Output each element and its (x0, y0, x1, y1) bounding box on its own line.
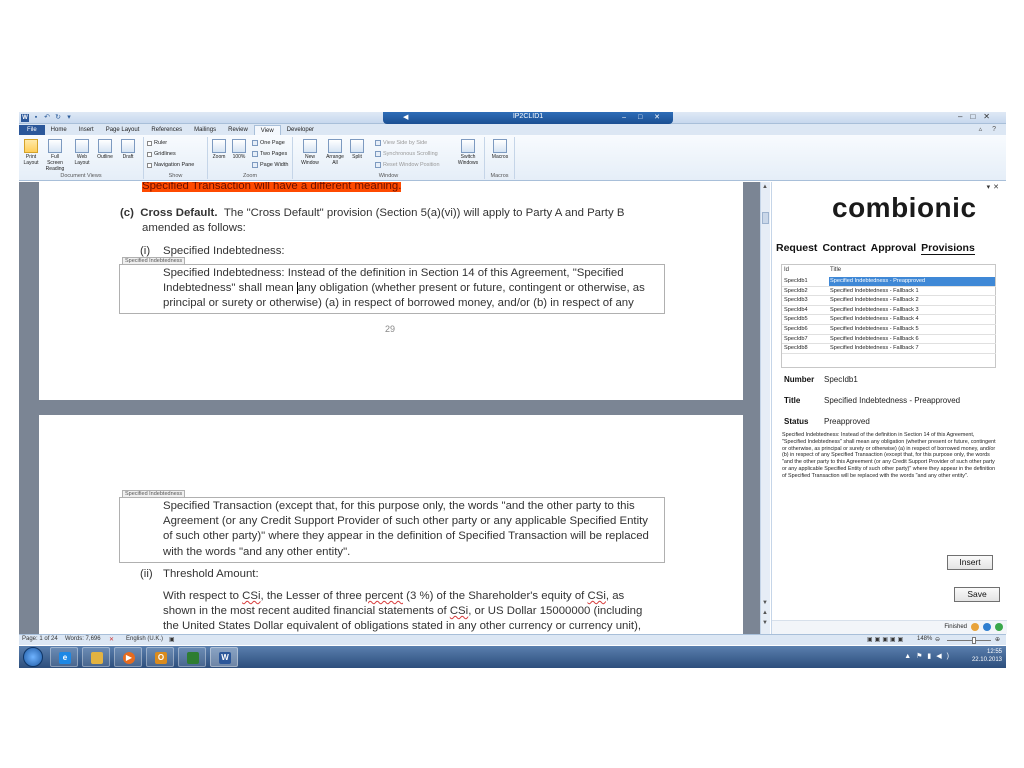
proofing-icon[interactable]: ✕ (109, 637, 115, 643)
taskbar-media-player[interactable] (114, 647, 142, 667)
window-controls[interactable] (958, 112, 998, 121)
group-label-zoom: Zoom (242, 173, 258, 179)
folder-icon (91, 652, 103, 664)
one-page-icon (252, 140, 258, 146)
word-icon: W (219, 652, 231, 664)
pane-controls[interactable] (987, 183, 1002, 191)
zoom-100-button[interactable]: 100% (228, 139, 250, 160)
clock-time: 12:55 (986, 649, 1002, 655)
new-window-button[interactable]: New Window (299, 139, 321, 166)
web-layout-icon (75, 139, 89, 153)
redo-icon[interactable]: ↻ (55, 114, 61, 121)
macros-icon (493, 139, 507, 153)
quick-access-toolbar (19, 112, 73, 124)
grid-row[interactable]: SpecIdb4 Specified Indebtedness - Fallback 3 (782, 306, 996, 316)
grid-row[interactable]: SpecIdb6 Specified Indebtedness - Fallback 5 (782, 325, 996, 335)
two-pages-button[interactable]: Two Pages (252, 151, 287, 157)
gridlines-checkbox[interactable]: Gridlines (147, 151, 176, 157)
save-icon[interactable]: ▪ (34, 114, 38, 121)
cc-line: with the words "and any other entity". (163, 546, 351, 558)
outlook-icon: O (155, 652, 167, 664)
section-heading: (c) Cross Default. The "Cross Default" provision (Section 5(a)(vi)) will apply to Party A and Party B (120, 207, 625, 219)
taskbar-explorer[interactable] (82, 647, 110, 667)
page-number: 29 (385, 324, 396, 334)
grid-header-title[interactable]: Title (830, 267, 842, 273)
next-page-icon[interactable]: ▼ (762, 620, 768, 626)
pane-status-bar (772, 620, 1007, 634)
view-side-by-side-button[interactable]: View Side by Side (375, 140, 427, 146)
minimize-icon[interactable]: – (958, 112, 971, 121)
split-button[interactable]: Split (346, 139, 368, 160)
cc-line: principal or surety or otherwise) (a) in respect of borrowed money, and/or (b) in respect of any (163, 297, 634, 309)
zoom-slider[interactable] (947, 640, 991, 641)
insert-button[interactable]: Insert (947, 555, 993, 570)
outline-icon (98, 139, 112, 153)
print-layout-button[interactable]: Print Layout (20, 139, 42, 166)
media-player-icon: ▶ (123, 652, 135, 664)
help-icon[interactable] (983, 623, 991, 631)
grid-row[interactable]: SpecIdb3 Specified Indebtedness - Fallback 2 (782, 296, 996, 306)
provision-description: Specified Indebtedness: Instead of the definition in Section 14 of this Agreement, "Specified Indebtedness" shall mean any obligation (whether present or future, contingent or otherwise, as principal or surety or otherwise) (a) in respect of borrowed money, and/or (b) in respect of any Specified Transaction (except that, for this purpose only, the words "and the other party to this Agreement (or any Credit Support Provider of such other party or any applicable Specified Entity of such other party)" where they appear in the definition of Specified Transaction will be replaced with the words "and any other entity". (782, 432, 996, 479)
page-2[interactable] (39, 415, 743, 634)
maximize-icon[interactable]: □ (970, 112, 984, 121)
check-icon[interactable] (995, 623, 1003, 631)
language[interactable]: English (U.K.) (126, 636, 164, 642)
cc-line: of such other party)" where they appear in the definition of Specified Transaction will be replaced (163, 530, 649, 542)
page-width-icon (252, 162, 258, 168)
taskbar-ie[interactable] (50, 647, 78, 667)
cc-line: Specified Indebtedness: Instead of the definition in Section 14 of this Agreement, "Specified (163, 267, 624, 279)
app-icon (187, 652, 199, 664)
document-area[interactable] (19, 182, 760, 634)
outline-button[interactable]: Outline (94, 139, 116, 160)
group-label-show: Show (168, 173, 183, 179)
group-label-window: Window (378, 173, 399, 179)
grid-header-id[interactable]: Id (784, 267, 790, 273)
combionic-task-pane (771, 182, 1006, 634)
full-screen-reading-icon (48, 139, 62, 153)
tab-mailings[interactable]: Mailings (194, 127, 217, 133)
macro-record-icon[interactable]: ▣ (169, 637, 175, 643)
tab-review[interactable]: Review (228, 127, 248, 133)
word-app-icon[interactable]: W (22, 115, 28, 121)
grid-row[interactable]: SpecIdb1 Specified Indebtedness - Preapproved (782, 277, 996, 287)
item-ii-label: (ii) (140, 568, 153, 580)
item-i-label: (i) (140, 245, 151, 257)
two-pages-icon (252, 151, 258, 157)
group-document-views (19, 137, 144, 179)
section-heading-line2: amended as follows: (142, 222, 246, 234)
macros-button[interactable]: Macros (489, 139, 511, 160)
view-buttons[interactable]: ▣▣▣▣▣ (867, 637, 906, 643)
group-zoom (208, 137, 293, 179)
sync-arrow-icon[interactable]: ◀ (403, 114, 409, 121)
nav-request[interactable]: Request (776, 242, 818, 254)
page-100-icon (232, 139, 246, 153)
reset-position-icon (375, 162, 381, 168)
window-title-area (383, 112, 673, 124)
zoom-button[interactable]: Zoom (208, 139, 230, 160)
tab-view[interactable]: View (254, 125, 281, 135)
windows-taskbar (19, 646, 1006, 668)
draft-button[interactable]: Draft (117, 139, 139, 160)
grid-row[interactable]: SpecIdb7 Specified Indebtedness - Fallback 6 (782, 335, 996, 345)
scroll-thumb[interactable] (762, 212, 769, 224)
finished-label: Finished (944, 624, 967, 630)
grid-row[interactable]: SpecIdb2 Specified Indebtedness - Fallback 1 (782, 287, 996, 297)
item-ii-title: Threshold Amount: (163, 568, 259, 580)
taskbar-app[interactable] (178, 647, 206, 667)
tab-page-layout[interactable]: Page Layout (105, 127, 140, 133)
ribbon-tabs (19, 124, 1006, 135)
status-value: Preapproved (824, 417, 870, 426)
split-icon (350, 139, 364, 153)
zoom-level[interactable]: 148% (917, 636, 933, 642)
provisions-grid[interactable] (781, 264, 996, 368)
zoom-in-icon[interactable]: ⊕ (995, 637, 1001, 643)
group-macros (485, 137, 515, 179)
status-bar (19, 634, 1006, 645)
tray-icons[interactable]: ▲⚑▮◀) (904, 653, 954, 660)
taskbar-outlook[interactable] (146, 647, 174, 667)
arrange-all-icon (328, 139, 342, 153)
magnifier-icon (212, 139, 226, 153)
threshold-line: the United States Dollar equivalent of obligations stated in any other currency or currency unit), (163, 620, 642, 632)
inner-window-controls[interactable]: – □ ✕ (622, 114, 665, 121)
pane-navigation (776, 242, 975, 255)
arrange-all-button[interactable]: Arrange All (324, 139, 346, 166)
group-label-macros: Macros (490, 173, 509, 179)
content-control-tag[interactable]: Specified Indebtedness (122, 257, 185, 264)
print-layout-icon (24, 139, 38, 153)
page-1[interactable] (39, 182, 743, 400)
group-label-document-views: Document Views (60, 173, 102, 179)
tab-references[interactable]: References (151, 127, 183, 133)
nav-approval[interactable]: Approval (870, 242, 917, 254)
word-count[interactable]: Words: 7,696 (65, 636, 101, 642)
ribbon (19, 135, 1006, 181)
grid-row[interactable]: SpecIdb5 Specified Indebtedness - Fallback 4 (782, 315, 996, 325)
threshold-line: With respect to CSi, the Lesser of three percent (3 %) of the Shareholder's equity of CSi, as (163, 590, 625, 602)
threshold-line: shown in the most recent audited financial statements of CSi, or US Dollar 15000000 (including (163, 605, 643, 617)
switch-windows-icon (461, 139, 475, 153)
title-bar (19, 112, 1006, 124)
scroll-up-icon[interactable]: ▲ (762, 184, 768, 190)
close-icon[interactable]: ✕ (983, 112, 998, 121)
document-title: IP2CLID1 (512, 113, 544, 120)
pane-menu-icon[interactable]: ▾ (986, 184, 994, 191)
save-button[interactable]: Save (954, 587, 1000, 602)
new-window-icon (303, 139, 317, 153)
page-width-button[interactable]: Page Width (252, 162, 288, 168)
full-screen-reading-button[interactable]: Full Screen Reading (44, 139, 66, 172)
grid-row[interactable]: SpecIdb8 Specified Indebtedness - Fallback 7 (782, 344, 996, 354)
group-window (293, 137, 485, 179)
number-value: SpecIdb1 (824, 375, 858, 384)
customize-qat-icon[interactable]: ▾ (67, 114, 71, 121)
tab-file[interactable]: File (19, 125, 45, 135)
lock-icon[interactable] (971, 623, 979, 631)
one-page-button[interactable]: One Page (252, 140, 285, 146)
vertical-scrollbar[interactable] (760, 182, 770, 634)
ribbon-collapse-help[interactable]: ▵ ? (978, 126, 1000, 133)
number-label: Number (784, 375, 815, 384)
ruler-checkbox[interactable]: Ruler (147, 140, 167, 146)
clock-date: 22.10.2013 (971, 657, 1002, 663)
sync-scroll-icon (375, 151, 381, 157)
highlighted-text: Specified Transaction will have a different meaning. (142, 182, 402, 192)
ie-icon: e (59, 652, 71, 664)
tab-developer[interactable]: Developer (286, 127, 315, 133)
start-button[interactable] (23, 647, 43, 667)
undo-icon[interactable]: ↶ (44, 114, 50, 121)
page-count[interactable]: Page: 1 of 24 (22, 636, 58, 642)
nav-provisions[interactable]: Provisions (921, 242, 975, 254)
side-by-side-icon (375, 140, 381, 146)
zoom-slider-thumb[interactable] (972, 637, 976, 644)
brand-logo: combionic (832, 192, 977, 223)
item-i-title: Specified Indebtedness: (163, 245, 285, 257)
web-layout-button[interactable]: Web Layout (71, 139, 93, 166)
switch-windows-button[interactable]: Switch Windows (455, 139, 481, 166)
cc-line: Specified Transaction (except that, for this purpose only, the words "and the other party to this (163, 500, 635, 512)
pane-close-icon[interactable]: ✕ (993, 184, 1002, 191)
reset-window-position-button[interactable]: Reset Window Position (375, 162, 440, 168)
tab-insert[interactable]: Insert (78, 127, 94, 133)
taskbar-word[interactable] (210, 647, 238, 667)
content-control-tag[interactable]: Specified Indebtedness (122, 490, 185, 497)
synchronous-scrolling-button[interactable]: Synchronous Scrolling (375, 151, 438, 157)
status-label: Status (784, 417, 809, 426)
tab-home[interactable]: Home (50, 127, 67, 133)
prev-page-icon[interactable]: ▲ (762, 610, 768, 616)
nav-contract[interactable]: Contract (822, 242, 866, 254)
title-value: Specified Indebtedness - Preapproved (824, 396, 961, 405)
navigation-pane-checkbox[interactable]: Navigation Pane (147, 162, 194, 168)
tray-clock[interactable] (972, 648, 1002, 664)
group-show (144, 137, 208, 179)
draft-icon (121, 139, 135, 153)
cc-line: Indebtedness" shall mean any obligation (whether present or future, contingent or otherwise, as (163, 282, 645, 294)
zoom-out-icon[interactable]: ⊖ (935, 637, 941, 643)
cc-line: Agreement (or any Credit Support Provider of such other party or any applicable Specified Entity (163, 515, 648, 527)
scroll-down-icon[interactable]: ▼ (762, 600, 768, 606)
title-label: Title (784, 396, 801, 405)
